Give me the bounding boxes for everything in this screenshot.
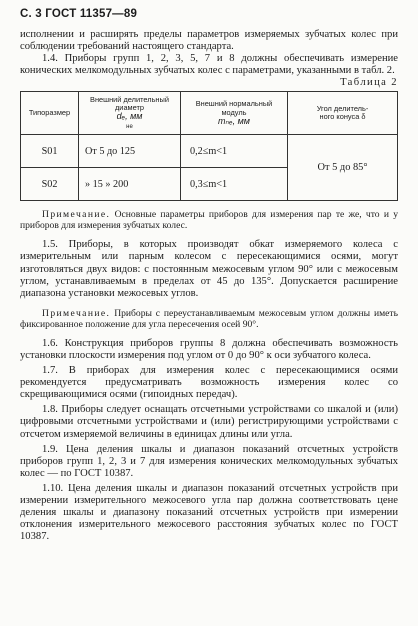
cell-size: S02 bbox=[21, 168, 79, 201]
table-caption: Таблица 2 bbox=[340, 77, 398, 89]
header-angle-line1: Угол делитель- bbox=[316, 103, 369, 113]
header-diameter-line3: dₑ, мм bbox=[116, 111, 143, 122]
document-body bbox=[20, 29, 398, 543]
page-header: С. 3 ГОСТ 11357—89 bbox=[20, 8, 138, 20]
header-module-line1: Внешний нормальный bbox=[195, 99, 273, 109]
table-row bbox=[21, 135, 398, 168]
parameters-table bbox=[20, 91, 398, 201]
cell-diameter: » 15 » 200 bbox=[79, 168, 181, 201]
header-angle bbox=[288, 92, 398, 135]
header-module bbox=[181, 92, 288, 135]
header-diameter-line1: Внешний делительный bbox=[90, 94, 169, 104]
table-header-row bbox=[21, 92, 398, 135]
header-angle-line2: ного конуса δ bbox=[319, 112, 366, 122]
cell-diameter: От 5 до 125 bbox=[79, 135, 181, 168]
note-1-text: Основные параметры приборов для измерения пар те же, что и у приборов для измерения зубчатых колес. bbox=[20, 209, 398, 232]
paragraph-1-7: 1.7. В приборах для измерения колес с пересекающимися осями рекомендуется предусматривать возможность измерения колес со скрещивающимися осями (гипоидных передач). bbox=[20, 365, 398, 401]
paragraph-1-10: 1.10. Цена деления шкалы и диапазон показаний отсчетных устройств при измерении измерительного межосевого угла пар должна соответствовать цене деления шкалы и диапазону показаний отсчетных устройств при измерении отклонения измерительного межосевого расстояния зубчатых колес по ГОСТ 10387. bbox=[20, 482, 398, 543]
header-size: Типоразмер bbox=[21, 92, 79, 135]
header-diameter-line2: диаметр bbox=[115, 102, 144, 112]
header-module-line3: mₙₑ, мм bbox=[218, 116, 250, 127]
cell-module: 0,2≤m<1 bbox=[181, 135, 288, 168]
header-module-line2: модуль bbox=[221, 107, 247, 117]
paragraph-1-8: 1.8. Приборы следует оснащать отсчетными устройствами со шкалой и (или) цифровыми отсчетными устройствами и (или) регистрирующими устройствами с отсчетом измеряемой величины в единицах длины или угла. bbox=[20, 404, 398, 440]
paragraph-1-9: 1.9. Цена деления шкалы и диапазон показаний отсчетных устройств приборов групп 1, 2, 3 и 7 для измерения конических мелкомодульных зубчатых колес — по ГОСТ 10387. bbox=[20, 443, 398, 479]
note-1 bbox=[20, 209, 398, 231]
paragraph-1-5: 1.5. Приборы, в которых производят обкат измеряемого колеса с измерительным или парным колесом с пересекающимися осями, могут изготовляться двух видов: с постоянным межосевым углом 90° или с межосевым углом, устанавливаемым в пределах от 45 до 135°. Допускается расширение диапазона установки межосевых углов. bbox=[20, 239, 398, 299]
paragraph-1-6: 1.6. Конструкция приборов группы 8 должна обеспечивать возможность установки плоскости измерения под углом от 0 до 90° к оси зубчатого колеса. bbox=[20, 337, 398, 361]
note-2 bbox=[20, 308, 398, 330]
paragraph-1-4: 1.4. Приборы групп 1, 2, 3, 5, 7 и 8 должны обеспечивать измерение конических мелкомодульных зубчатых колес с параметрами, указанными в табл. 2. bbox=[20, 53, 398, 77]
cell-module: 0,3≤m<1 bbox=[181, 168, 288, 201]
note-1-label: Примечание. bbox=[42, 209, 111, 221]
cell-size: S01 bbox=[21, 135, 79, 168]
intro-paragraph: исполнении и расширять пределы параметров измеряемых зубчатых колес при соблюдении требований настоящего стандарта. bbox=[20, 29, 398, 53]
cell-angle: От 5 до 85° bbox=[288, 135, 398, 201]
note-2-text: Приборы с переустанавливаемым межосевым углом должны иметь фиксированное положение для угла пересечения осей 90°. bbox=[20, 307, 398, 330]
note-2-label: Примечание. bbox=[42, 307, 111, 319]
header-diameter bbox=[79, 92, 181, 135]
header-diameter-mark: не bbox=[126, 123, 133, 130]
